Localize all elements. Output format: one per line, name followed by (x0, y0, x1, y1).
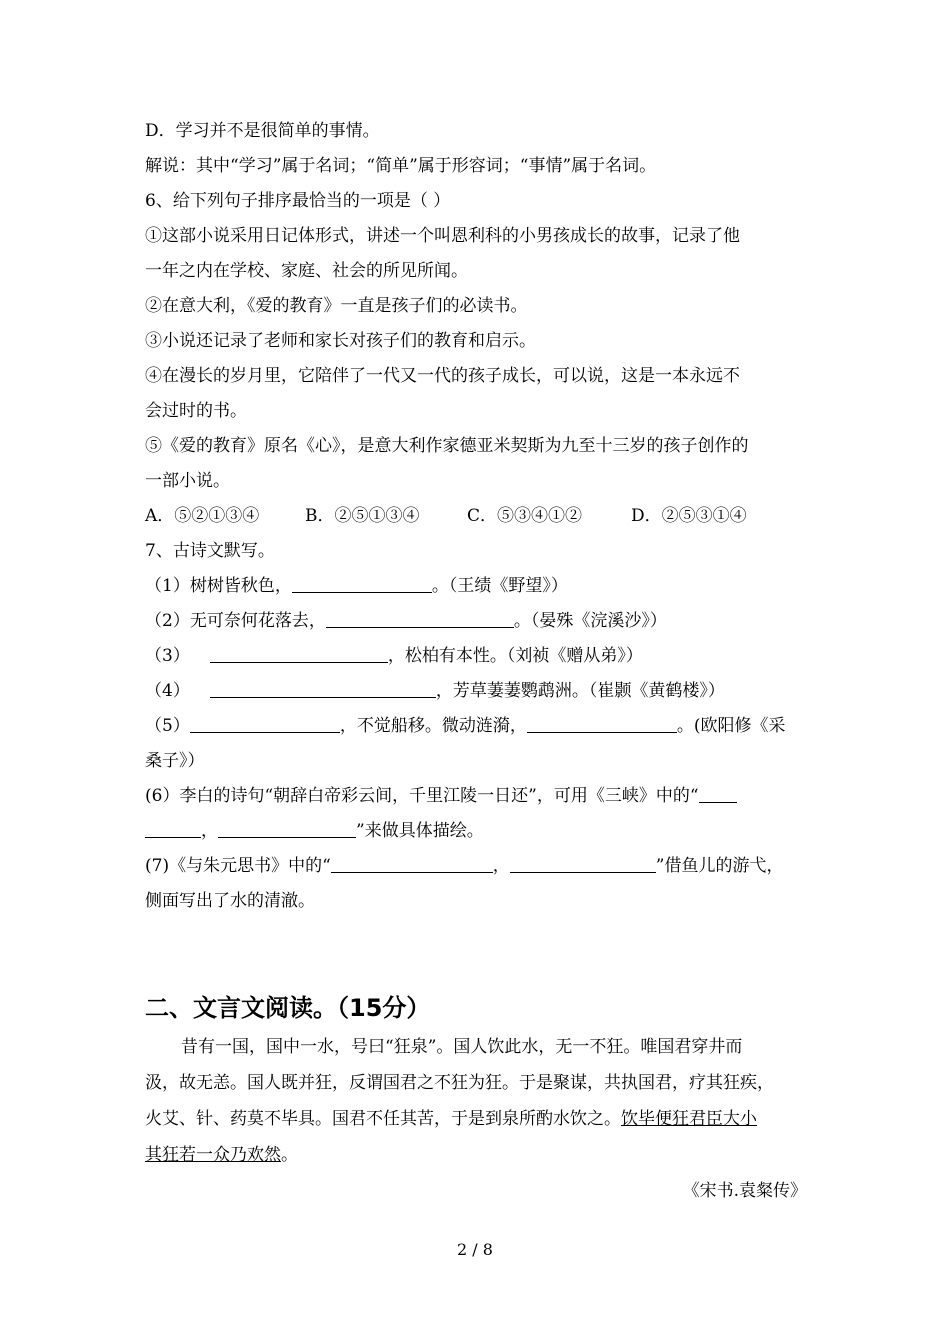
poem-3: （3） ，松柏有本性。（刘祯《赠从弟》） (145, 646, 643, 666)
choice-b: B．②⑤①③④ (305, 506, 420, 526)
page-content (145, 114, 813, 1209)
poem-6-cont: ， ”来做具体描绘。 (145, 814, 813, 849)
sentence-3: ③小说还记录了老师和家长对孩子们的教育和启示。 (145, 331, 536, 351)
blank (510, 854, 656, 873)
blank (292, 574, 432, 593)
choice-d: D．②⑤③①④ (631, 506, 747, 526)
passage-line-3: 火艾、针、药莫不毕具。国君不任其苦，于是到泉所酌水饮之。饮毕便狂君臣大小 (145, 1109, 757, 1129)
poem-2: （2）无可奈何花落去， 。（晏殊《浣溪沙》） (145, 611, 667, 631)
poem-4: （4） ，芳草萋萋鹦鹉洲。（崔颢《黄鹤楼》） (145, 681, 725, 701)
poem-5-cont: 桑子》） (145, 751, 205, 771)
answer-choices (145, 499, 813, 534)
sentence-4a: ④在漫长的岁月里，它陪伴了一代又一代的孩子成长，可以说，这是一本永远不 (145, 366, 740, 386)
poem-7-cont: 侧面写出了水的清澈。 (145, 891, 315, 911)
section-2-title: 二、文言文阅读。（15分） (145, 994, 431, 1022)
blank (210, 644, 388, 663)
blank (210, 679, 436, 698)
poem-6: (6）李白的诗句“朝辞白帝彩云间，千里江陵一日还”，可用《三峡》中的“ (145, 779, 813, 814)
sentence-5b: 一部小说。 (145, 471, 230, 491)
passage-line-1: 昔有一国，国中一水，号曰“狂泉”。国人饮此水，无一不狂。唯国君穿井而 (181, 1037, 743, 1057)
sentence-4b: 会过时的书。 (145, 401, 247, 421)
blank (699, 784, 737, 803)
poem-7: (7)《与朱元思书》中的“ ， ”借鱼儿的游弋， (145, 856, 784, 876)
question-7: 7、古诗文默写。 (145, 541, 275, 561)
blank (190, 714, 340, 733)
option-d-text: D．学习并不是很简单的事情。 (145, 121, 380, 141)
page-number: 2 / 8 (457, 1240, 493, 1259)
sentence-1a: ①这部小说采用日记体形式，讲述一个叫恩利科的小男孩成长的故事，记录了他 (145, 226, 740, 246)
passage-line-2: 汲，故无恙。国人既并狂，反谓国君之不狂为狂。于是聚谋，共执国君，疗其狂疾， (145, 1073, 774, 1093)
underlined-text: 其狂若一众乃欢然 (145, 1145, 281, 1165)
classical-passage (145, 1029, 813, 1209)
sentence-2: ②在意大利，《爱的教育》一直是孩子们的必读书。 (145, 296, 528, 316)
underlined-text: 饮毕便狂君臣大小 (621, 1109, 757, 1129)
question-6: 6、给下列句子排序最恰当的一项是（ ） (145, 191, 451, 211)
blank (326, 609, 514, 628)
explanation-text: 解说：其中“学习”属于名词；“简单”属于形容词；“事情”属于名词。 (145, 156, 657, 176)
poem-1: （1）树树皆秋色， 。（王绩《野望》） (145, 576, 568, 596)
sentence-1b: 一年之内在学校、家庭、社会的所见所闻。 (145, 261, 468, 281)
blank (145, 819, 201, 838)
blank (331, 854, 493, 873)
passage-line-4: 其狂若一众乃欢然。 (145, 1145, 298, 1165)
choice-c: C．⑤③④①② (467, 506, 583, 526)
blank (218, 819, 356, 838)
poem-5: （5） ，不觉船移。微动涟漪， 。(欧阳修《采 (145, 716, 786, 736)
sentence-5a: ⑤《爱的教育》原名《心》，是意大利作家德亚米契斯为九至十三岁的孩子创作的 (145, 436, 749, 456)
blank (527, 714, 677, 733)
choice-a: A．⑤②①③④ (145, 506, 260, 526)
passage-source: 《宋书.袁粲传》 (682, 1181, 807, 1201)
